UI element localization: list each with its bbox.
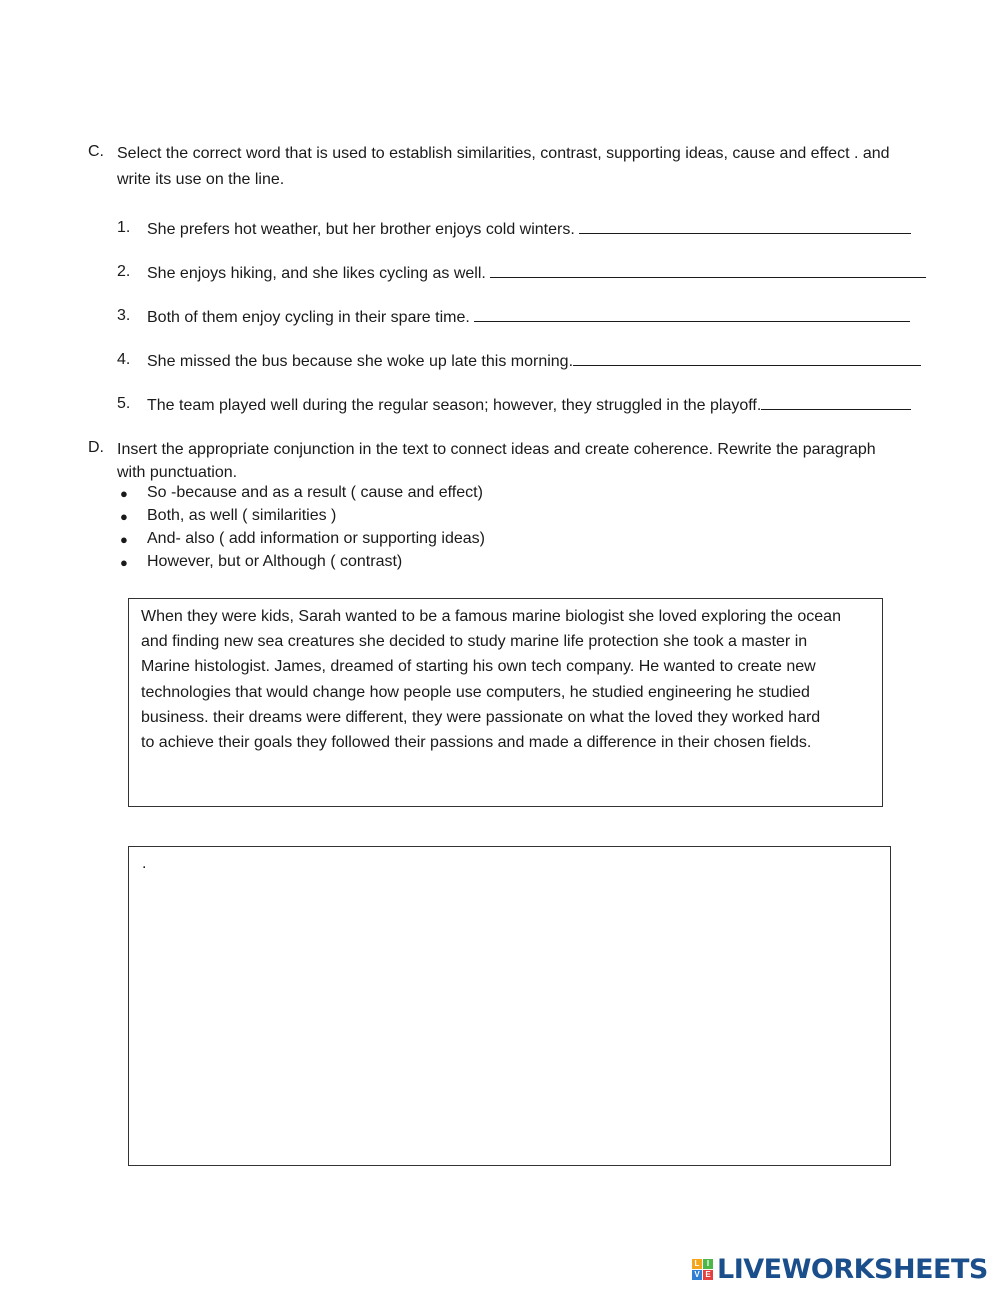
- section-d-instruction-line1: Insert the appropriate conjunction in the text to connect ideas and create coherence. Rewrite the paragraph: [117, 441, 876, 458]
- bullet-dot: ●: [120, 555, 128, 570]
- bullet-dot: ●: [120, 486, 128, 501]
- item-1-text: She prefers hot weather, but her brother enjoys cold winters.: [147, 221, 575, 238]
- item-3-text: Both of them enjoy cycling in their spare time.: [147, 309, 470, 326]
- item-3: [147, 307, 910, 327]
- answer-box[interactable]: [128, 846, 891, 1166]
- item-4-number: 4.: [117, 351, 131, 368]
- item-2-text: She enjoys hiking, and she likes cycling as well.: [147, 265, 486, 282]
- bullet-dot: ●: [120, 509, 128, 524]
- item-4-text: She missed the bus because she woke up late this morning.: [147, 353, 574, 370]
- bullet-dot: ●: [120, 532, 128, 547]
- item-2-number: 2.: [117, 263, 131, 280]
- paragraph-line-2: and finding new sea creatures she decided to study marine life protection she took a master in: [141, 633, 808, 651]
- paragraph-line-6: to achieve their goals they followed their passions and made a difference in their chosen fields.: [141, 734, 812, 752]
- logo-mark-icon: L I V E: [692, 1259, 713, 1280]
- item-5: [147, 395, 911, 415]
- item-5-text: The team played well during the regular season; however, they struggled in the playoff.: [147, 397, 762, 414]
- liveworksheets-logo[interactable]: [692, 1254, 988, 1285]
- item-1-answer-line[interactable]: [579, 219, 911, 234]
- bullet-item-1: So -because and as a result ( cause and effect): [147, 484, 483, 501]
- paragraph-line-5: business. their dreams were different, they were passionate on what the loved they worked hard: [141, 708, 821, 726]
- paragraph-line-1: When they were kids, Sarah wanted to be a famous marine biologist she loved exploring the ocean: [141, 608, 841, 625]
- section-c-instruction-line1: Select the correct word that is used to establish similarities, contrast, supporting ideas, cause and effect . and: [117, 145, 890, 162]
- paragraph-line-3: Marine histologist. James, dreamed of starting his own tech company. He wanted to create new: [141, 658, 816, 676]
- item-1-number: 1.: [117, 219, 131, 236]
- section-c-letter: C.: [88, 143, 104, 160]
- bullet-item-4: However, but or Although ( contrast): [147, 553, 403, 570]
- paragraph-line-4: technologies that would change how people use computers, he studied engineering he studied: [141, 683, 810, 701]
- paragraph-text: [141, 604, 871, 755]
- section-c-instruction: [117, 143, 937, 191]
- item-2: [147, 263, 926, 283]
- item-3-number: 3.: [117, 307, 131, 324]
- section-d-letter: D.: [88, 439, 104, 456]
- item-2-answer-line[interactable]: [490, 263, 926, 278]
- bullet-item-2: Both, as well ( similarities ): [147, 507, 337, 524]
- section-d-instruction-line2: with punctuation.: [117, 463, 238, 481]
- section-c-instruction-line2: write its use on the line.: [117, 170, 285, 188]
- item-5-number: 5.: [117, 395, 131, 412]
- answer-box-text: .: [142, 855, 147, 872]
- logo-text: LIVEWORKSHEETS: [717, 1254, 988, 1285]
- item-5-answer-line[interactable]: [761, 395, 911, 410]
- item-3-answer-line[interactable]: [474, 307, 910, 322]
- item-4-answer-line[interactable]: [573, 351, 921, 366]
- bullet-item-3: And- also ( add information or supporting ideas): [147, 530, 485, 547]
- item-4: [147, 351, 921, 371]
- section-d-instruction: [117, 439, 937, 484]
- item-1: [147, 219, 911, 239]
